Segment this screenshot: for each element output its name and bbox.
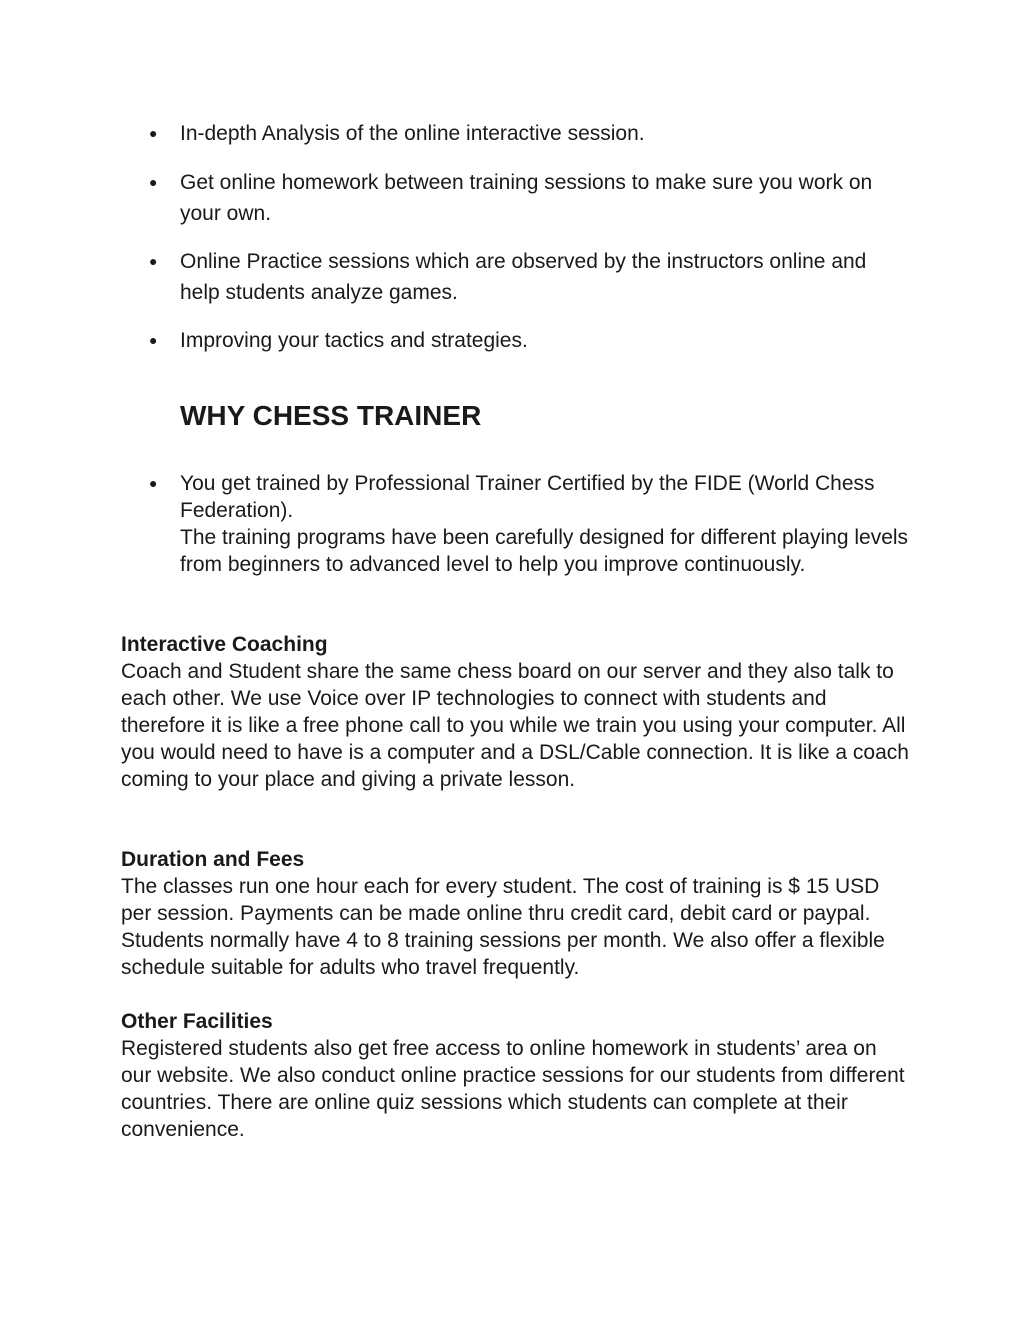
- bullet-icon: ●: [149, 174, 158, 190]
- section-heading: WHY CHESS TRAINER: [180, 400, 482, 431]
- list-item: [149, 325, 910, 356]
- bullet-icon: ●: [149, 332, 158, 348]
- list-item: [149, 118, 910, 149]
- section-body: Registered students also get free access to online homework in students’ area on our website. We also conduct online practice sessions for our students from different countries. There are online quiz sessions which students can complete at their convenience.: [121, 1037, 905, 1141]
- bullet-text-continued: The training programs have been carefully designed for different playing levels from beginners to advanced level to help you improve continuously.: [180, 526, 909, 576]
- bullet-icon: ●: [149, 475, 158, 491]
- other-facilities-section: [121, 1008, 911, 1143]
- bullet-text: You get trained by Professional Trainer Certified by the FIDE (World Chess Federation).: [180, 472, 875, 522]
- duration-fees-section: [121, 846, 911, 981]
- section-body: Coach and Student share the same chess board on our server and they also talk to each other. We use Voice over IP technologies to connect with students and therefore it is like a free phone call to you while we train you using your computer. All you would need to have is a computer and a DSL/Cable connection. It is like a coach coming to your place and giving a private lesson.: [121, 660, 909, 791]
- section-title: Other Facilities: [121, 1010, 273, 1033]
- section-title: Duration and Fees: [121, 848, 305, 871]
- interactive-coaching-section: [121, 631, 911, 793]
- bullet-text: Get online homework between training sessions to make sure you work on your own.: [180, 171, 873, 225]
- list-item: [149, 167, 910, 229]
- bullet-icon: ●: [149, 253, 158, 269]
- section-body: The classes run one hour each for every student. The cost of training is $ 15 USD per session. Payments can be made online thru credit card, debit card or paypal. Students normally have 4 to 8 training sessions per month. We also offer a flexible schedule suitable for adults who travel frequently.: [121, 875, 885, 979]
- bullet-text: Improving your tactics and strategies.: [180, 329, 528, 352]
- bullet-text: In-depth Analysis of the online interactive session.: [180, 122, 645, 145]
- bullet-icon: ●: [149, 125, 158, 141]
- list-item: [149, 246, 910, 308]
- section-title: Interactive Coaching: [121, 633, 328, 656]
- list-item: [149, 470, 910, 578]
- bullet-text: Online Practice sessions which are observed by the instructors online and help students analyze games.: [180, 250, 867, 304]
